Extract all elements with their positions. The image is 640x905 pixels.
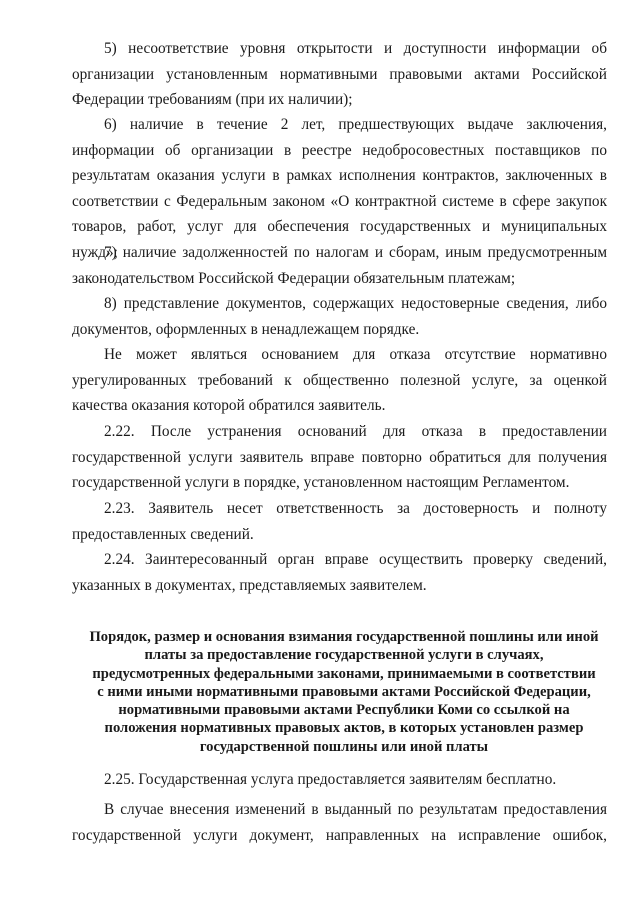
paragraph-2-22: 2.22. После устранения оснований для отказа в предоставлении государственной услуги заявитель вправе повторно обратиться для получения государственной услуги в порядке, установленном настоящим Регламентом. bbox=[72, 423, 607, 491]
paragraph-refusal-note: Не может являться основанием для отказа отсутствие нормативно урегулированных требований к общественно полезной услуге, за оценкой качества оказания которой обратился заявитель. bbox=[72, 346, 607, 414]
paragraph-2-24: 2.24. Заинтересованный орган вправе осуществить проверку сведений, указанных в документах, представляемых заявителем. bbox=[72, 551, 607, 594]
paragraph-changes: В случае внесения изменений в выданный по результатам предоставления государственной услуги документ, направленных на исправление ошибок, bbox=[72, 801, 607, 844]
paragraph-item-5: 5) несоответствие уровня открытости и доступности информации об организации установленным нормативными правовыми актами Российской Федерации требованиям (при их наличии); bbox=[72, 40, 607, 108]
paragraph-2-23: 2.23. Заявитель несет ответственность за достоверность и полноту предоставленных сведений. bbox=[72, 500, 607, 543]
section-heading: Порядок, размер и основания взимания государственной пошлины или иной платы за предоставление государственной услуги в случаях, предусмотренных федеральными законами, принимаемыми в соответствии с ними иными нормативными правовыми актами Российской Федерации, нормативными правовыми актами Республики Коми со ссылкой на положения нормативных правовых актов, в которых установлен размер государственной пошлины или иной платы bbox=[89, 629, 599, 755]
paragraph-item-7: 7) наличие задолженностей по налогам и сборам, иным предусмотренным законодательством Российской Федерации обязательным платежам; bbox=[72, 244, 607, 287]
paragraph-item-6: 6) наличие в течение 2 лет, предшествующих выдаче заключения, информации об организации в реестре недобросовестных поставщиков по результатам оказания услуги в рамках исполнения контрактов, заключенных в соответствии с Федеральным законом «О контрактной системе в сфере закупок товаров, работ, услуг для обеспечения государственных и муниципальных нужд»; bbox=[72, 116, 607, 261]
paragraph-item-8: 8) представление документов, содержащих недостоверные сведения, либо документов, оформленных в ненадлежащем порядке. bbox=[72, 295, 607, 338]
paragraph-2-25: 2.25. Государственная услуга предоставляется заявителям бесплатно. bbox=[104, 771, 557, 788]
